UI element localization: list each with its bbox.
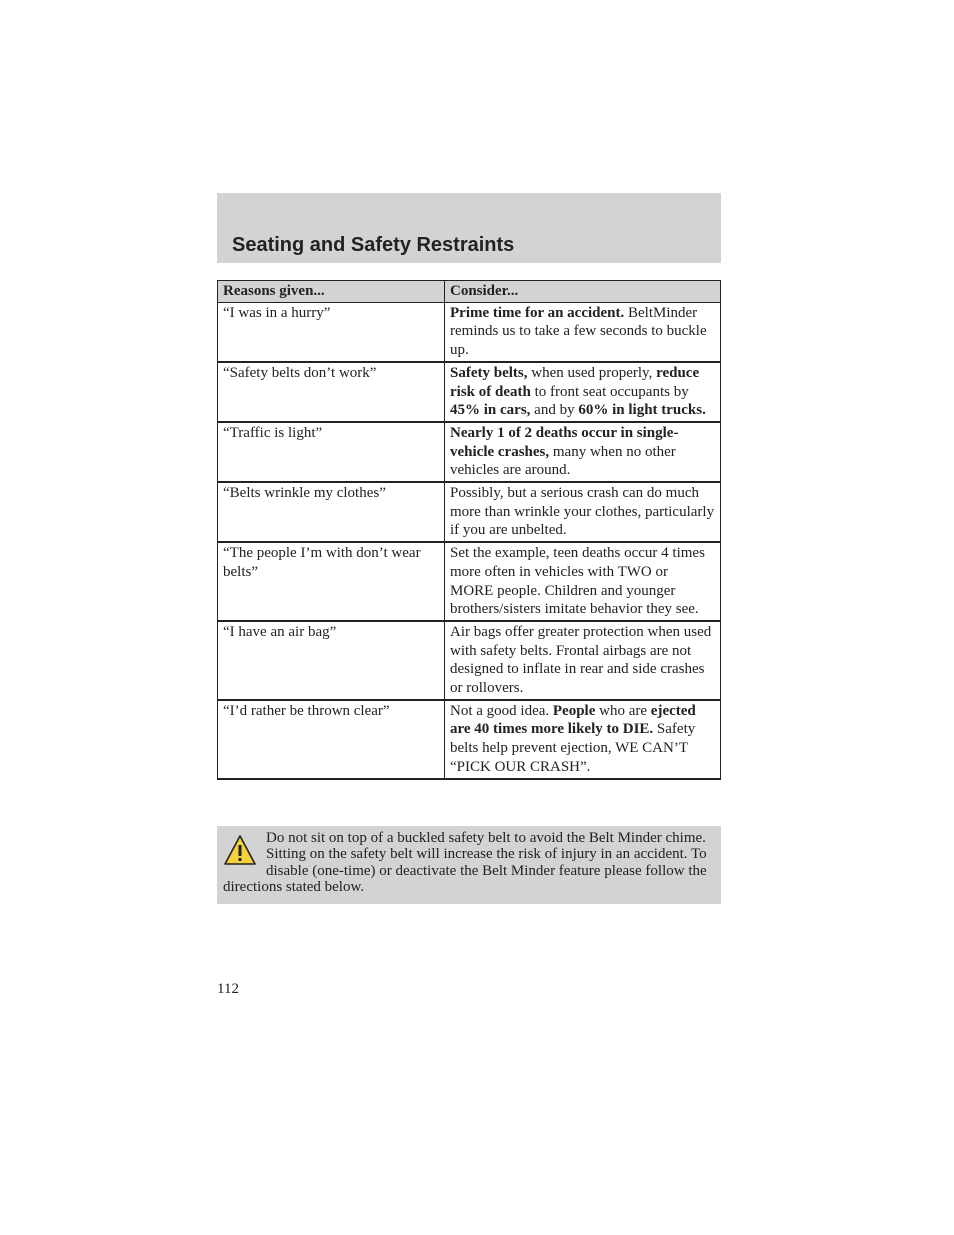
reason-cell: “I was in a hurry”	[218, 302, 445, 362]
emphasis-text: 60% in light trucks.	[578, 402, 706, 419]
reason-cell: “The people I’m with don’t wear belts”	[218, 542, 445, 621]
table-row	[218, 621, 721, 700]
warning-text: Do not sit on top of a buckled safety belt to avoid the Belt Minder chime. Sitting on the safety belt will increase the risk of injury in an accident. To disable (one-time) or deactivate the Belt Minder feature please follow the directions stated below.	[223, 830, 707, 895]
page-number: 112	[217, 981, 239, 997]
consider-cell	[445, 422, 721, 482]
consider-cell	[445, 542, 721, 621]
table-body	[218, 302, 721, 778]
consider-cell	[445, 482, 721, 542]
reasons-table	[217, 280, 721, 780]
emphasis-text: Safety belts,	[450, 364, 528, 381]
table-row	[218, 362, 721, 422]
warning-triangle-icon	[223, 834, 257, 868]
body-text: Safety belts help prevent ejection, WE CAN’T “PICK OUR CRASH”.	[450, 721, 696, 775]
column-header-reasons: Reasons given...	[218, 281, 445, 303]
emphasis-text: Nearly 1 of 2 deaths occur in single-vehicle crashes,	[450, 424, 679, 460]
table-row	[218, 700, 721, 779]
table-row	[218, 482, 721, 542]
body-text: when used properly,	[527, 364, 657, 381]
body-text: to front seat occupants by	[530, 383, 689, 400]
body-text: Air bags offer greater protection when used with safety belts. Frontal airbags are not designed to inflate in rear and side crashes or rollovers.	[450, 623, 712, 697]
table-row	[218, 542, 721, 621]
column-header-consider: Consider...	[445, 281, 721, 303]
reason-cell: “I have an air bag”	[218, 621, 445, 700]
emphasis-text: People	[552, 702, 596, 719]
consider-cell	[445, 302, 721, 362]
body-text: Not a good idea.	[450, 702, 553, 719]
consider-cell	[445, 621, 721, 700]
body-text: Possibly, but a serious crash can do much more than wrinkle your clothes, particularly if you are unbelted.	[450, 485, 715, 539]
emphasis-text: reduce risk of death	[450, 364, 700, 400]
reason-cell: “Traffic is light”	[218, 422, 445, 482]
reason-cell: “Belts wrinkle my clothes”	[218, 482, 445, 542]
emphasis-text: ejected are 40 times more likely to DIE.	[450, 702, 696, 738]
reason-cell: “I’d rather be thrown clear”	[218, 700, 445, 779]
reason-cell: “Safety belts don’t work”	[218, 362, 445, 422]
body-text: and by	[530, 402, 579, 419]
body-text: BeltMinder reminds us to take a few seconds to buckle up.	[450, 304, 707, 359]
body-text: many when no other vehicles are around.	[450, 443, 676, 479]
section-title: Seating and Safety Restraints	[232, 234, 515, 256]
warning-box	[217, 826, 721, 904]
section-header	[217, 193, 721, 263]
consider-cell	[445, 362, 721, 422]
consider-cell	[445, 700, 721, 779]
table-row	[218, 302, 721, 362]
table-row	[218, 422, 721, 482]
body-text: Set the example, teen deaths occur 4 times more often in vehicles with TWO or MORE people. Children and younger brothers/sisters imitate behavior they see.	[450, 545, 705, 618]
emphasis-text: Prime time for an accident.	[450, 304, 625, 321]
emphasis-text: 45% in cars,	[450, 402, 531, 419]
table-header-row	[218, 281, 721, 303]
body-text: who are	[595, 702, 651, 719]
